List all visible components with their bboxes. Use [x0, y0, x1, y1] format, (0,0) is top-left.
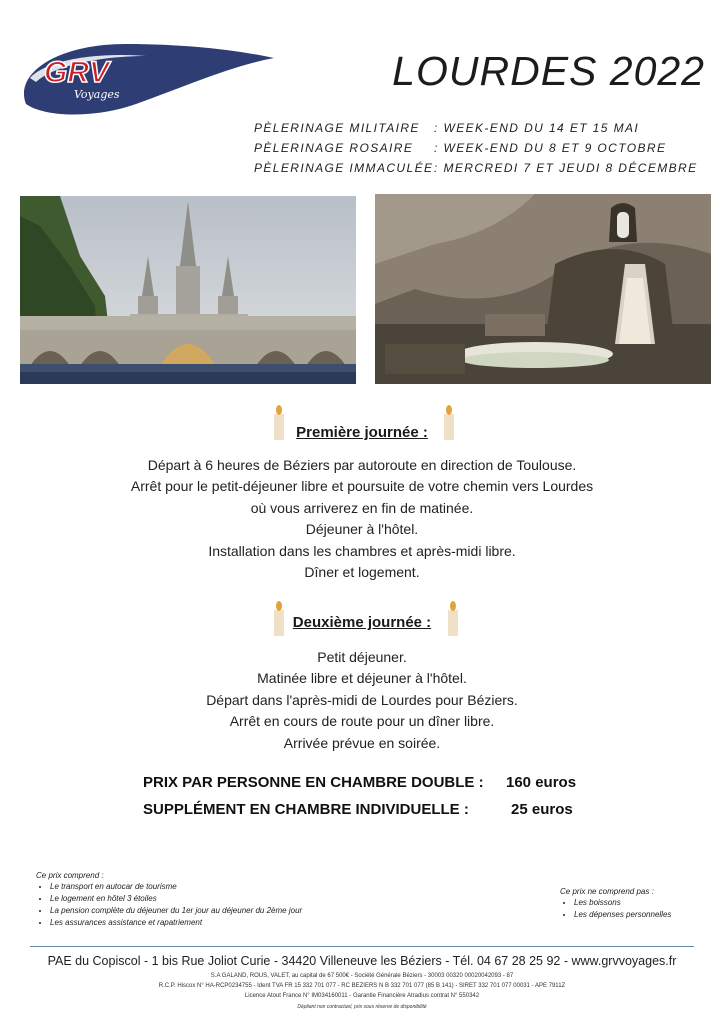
footer-legal-line: R.C.P. Hiscox N° HA-RCP0234755 - Ident TVA FR 15 332 701 077 - RC BEZIERS N B 332 701 077 (85 B 141) - SIRET 332 701 077 00031 - APE 7911Z	[158, 983, 566, 989]
program-line: Dîner et logement.	[304, 564, 420, 581]
svg-text:GRV: GRV	[44, 56, 110, 89]
pelerinage-date: : MERCREDI 7 ET JEUDI 8 DÉCEMBRE	[434, 161, 698, 175]
pelerinage-date: : WEEK-END DU 8 ET 9 OCTOBRE	[434, 141, 667, 155]
list-item: • Le transport en autocar de tourisme	[50, 881, 366, 893]
day1-heading: Première journée :	[296, 424, 428, 441]
footer-divider	[30, 946, 694, 947]
excludes-title: Ce prix ne comprend pas :	[560, 887, 654, 896]
svg-text:Voyages: Voyages	[74, 88, 120, 101]
list-item: • La pension complète du déjeuner du 1er jour au déjeuner du 2ème jour	[50, 905, 366, 917]
price-double-label: PRIX PAR PERSONNE EN CHAMBRE DOUBLE :	[143, 774, 484, 791]
pelerinage-name: PÈLERINAGE MILITAIRE	[254, 121, 420, 135]
pelerinage-militaire	[254, 121, 639, 135]
pelerinage-name: PÈLERINAGE ROSAIRE	[254, 141, 414, 155]
program-line: Départ dans l'après-midi de Lourdes pour Béziers.	[206, 691, 518, 708]
program-line: Arrêt en cours de route pour un dîner libre.	[229, 713, 495, 730]
grv-voyages-logo	[16, 34, 278, 118]
price-includes	[36, 871, 366, 929]
day2-program	[40, 647, 684, 754]
program-line: Départ à 6 heures de Béziers par autoroute en direction de Toulouse.	[147, 457, 577, 473]
footer-legal-line: Licence Atout France N° IM034160011 - Garantie Financière Atradius contrat N° 550342	[244, 993, 480, 999]
price-excludes	[560, 887, 710, 921]
page-title: LOURDES 2022	[392, 48, 705, 94]
price-single-label: SUPPLÉMENT EN CHAMBRE INDIVIDUELLE :	[143, 801, 469, 818]
program-line: Déjeuner à l'hôtel.	[305, 521, 419, 538]
pelerinage-name: PÈLERINAGE IMMACULÉE	[254, 161, 434, 175]
program-line: Matinée libre et déjeuner à l'hôtel.	[257, 670, 467, 687]
day2-heading: Deuxième journée :	[292, 614, 432, 631]
candle-icon	[446, 600, 460, 636]
program-line: Arrêt pour le petit-déjeuner libre et poursuite de votre chemin vers Lourdes	[130, 478, 594, 495]
list-item: • Le logement en hôtel 3 étoiles	[50, 893, 366, 905]
candle-icon	[442, 404, 456, 440]
footer-legal-line: S.A GALAND, ROUS, VALET, au capital de 67 500€ - Société Générale Béziers - 30003 00320 00020042093 - 87	[210, 973, 514, 979]
program-line: Installation dans les chambres et après-midi libre.	[208, 542, 516, 559]
pelerinage-immaculee	[254, 161, 698, 175]
program-line: Arrivée prévue en soirée.	[283, 734, 441, 751]
price-double-value: 160 euros	[506, 774, 577, 791]
pelerinage-date: : WEEK-END DU 14 ET 15 MAI	[434, 121, 640, 135]
pelerinage-rosaire	[254, 141, 666, 155]
includes-title: Ce prix comprend :	[36, 871, 104, 880]
list-item: • Les assurances assistance et rapatriement	[50, 917, 366, 929]
footer-address: PAE du Copiscol - 1 bis Rue Joliot Curie - 34420 Villeneuve les Béziers - Tél. 04 67 28 25 92 - www.grvvoyages.fr	[47, 954, 677, 968]
program-line: Petit déjeuner.	[317, 649, 407, 665]
grotto-photo	[375, 194, 711, 384]
footer-legal-line: Dépliant non contractuel, prix sous réserve de disponibilité	[297, 1004, 427, 1010]
day1-program	[40, 455, 684, 583]
list-item: • Les dépenses personnelles	[574, 909, 710, 921]
basilica-photo	[20, 196, 356, 384]
list-item: • Les boissons	[574, 897, 710, 909]
program-line: où vous arriverez en fin de matinée.	[250, 499, 474, 516]
price-single-value: 25 euros	[511, 801, 573, 818]
